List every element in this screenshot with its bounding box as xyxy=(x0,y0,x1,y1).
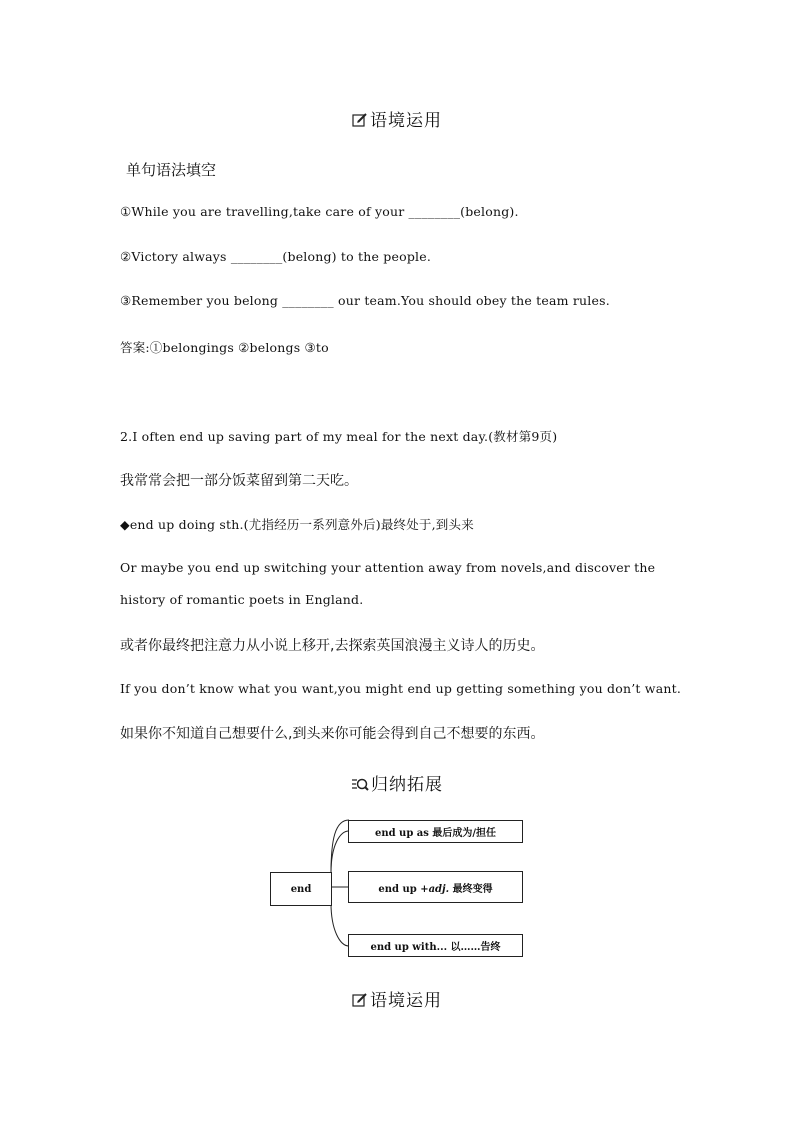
question-1: ①While you are travelling,take care of your ________(belong). xyxy=(120,204,519,219)
diagram-branch-end-up-as xyxy=(348,820,523,843)
diagram-branch-end-up-adj xyxy=(348,871,523,903)
section-heading-text: 归纳拓展 xyxy=(371,775,443,795)
section-heading-text: 语境运用 xyxy=(370,111,442,131)
section-heading-context-use xyxy=(0,106,794,133)
answer-line: 答案:①belongings ②belongs ③to xyxy=(120,340,329,355)
branch-2-suffix: 最终变得 xyxy=(449,883,493,895)
pencil-note-icon xyxy=(352,112,368,133)
diagram-root-end xyxy=(270,872,332,906)
phrase-definition: ◆end up doing sth.(尤指经历一系列意外后)最终处于,到头来 xyxy=(120,517,474,532)
section-heading-summary xyxy=(0,770,794,797)
question-3: ③Remember you belong ________ our team.You should obey the team rules. xyxy=(120,293,610,308)
section-heading-context-use-2 xyxy=(0,986,794,1013)
diagram-branch-end-up-with xyxy=(348,934,523,957)
example-2-translation: 如果你不知道自己想要什么,到头来你可能会得到自己不想要的东西。 xyxy=(120,726,545,742)
branch-2-adj: adj. xyxy=(428,883,450,895)
diagram-branch-3-label: end up with... 以……告终 xyxy=(370,942,501,953)
example-1-line-1: Or maybe you end up switching your attention away from novels,and discover the xyxy=(120,560,656,575)
branch-2-prefix: end up + xyxy=(378,883,429,895)
subheading-grammar-fill: 单句语法填空 xyxy=(126,161,217,179)
sentence-translation: 我常常会把一部分饭菜留到第二天吃。 xyxy=(120,473,358,489)
example-1-translation: 或者你最终把注意力从小说上移开,去探索英国浪漫主义诗人的历史。 xyxy=(120,638,545,654)
pencil-note-icon xyxy=(352,992,368,1013)
diagram-root-label: end xyxy=(290,883,312,895)
example-1-line-2: history of romantic poets in England. xyxy=(120,592,364,607)
diagram-branch-1-label: end up as 最后成为/担任 xyxy=(374,828,497,839)
question-2: ②Victory always ________(belong) to the people. xyxy=(120,249,431,264)
diagram-branch-2-label xyxy=(378,880,492,895)
section-heading-text: 语境运用 xyxy=(370,991,442,1011)
magnifier-list-icon xyxy=(351,776,369,797)
example-2: If you don’t know what you want,you might end up getting something you don’t want. xyxy=(120,681,682,696)
example-sentence-2: 2.I often end up saving part of my meal for the next day.(教材第9页) xyxy=(120,429,558,444)
